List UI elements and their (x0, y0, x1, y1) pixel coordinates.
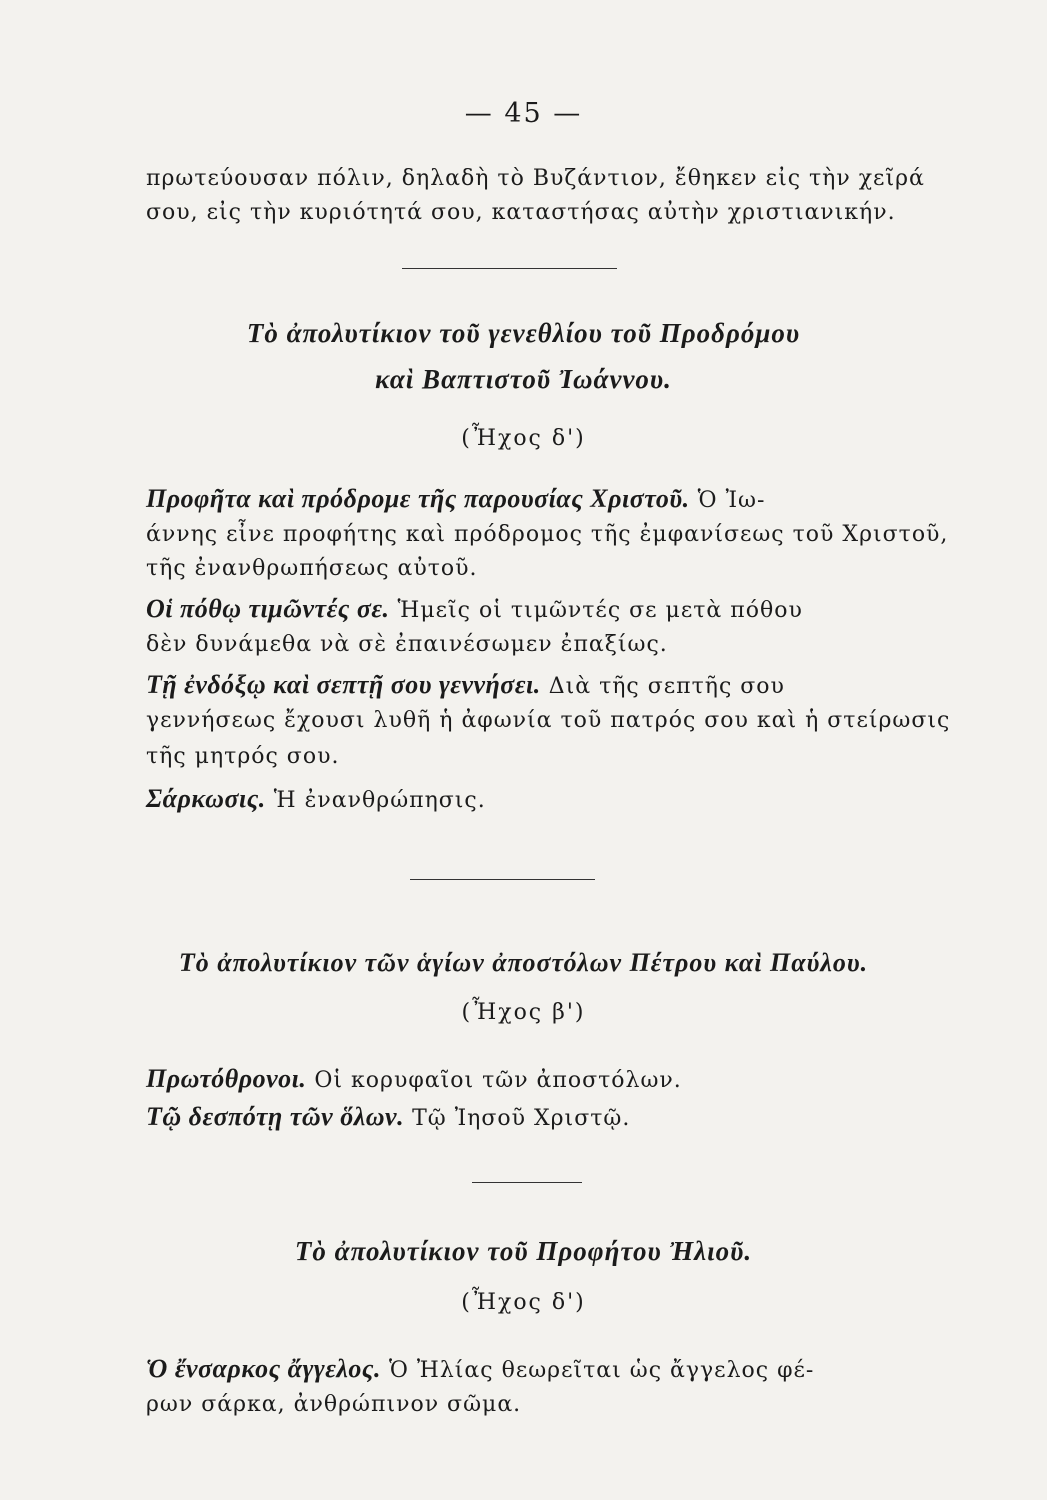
bold-phrase: Τῇ ἐνδόξῳ καὶ σεπτῇ σου γεννήσει. (146, 670, 541, 699)
paragraph-line (146, 1354, 916, 1384)
bold-phrase: Πρωτόθρονοι. (146, 1064, 307, 1093)
bold-phrase: Προφῆτα καὶ πρόδρομε τῆς παρουσίας Χριστοῦ. (146, 484, 690, 513)
bold-phrase: Οἱ πόθῳ τιμῶντές σε. (146, 594, 390, 623)
section-title: Τὸ ἀπολυτίκιον τοῦ γενεθλίου τοῦ Προδρόμου (246, 318, 801, 348)
text-run: Τῷ Ἰησοῦ Χριστῷ. (404, 1106, 631, 1131)
text-run: Οἱ κορυφαῖοι τῶν ἀποστόλων. (306, 1068, 682, 1093)
paragraph-line (146, 670, 916, 700)
section-divider (402, 268, 617, 269)
text-line: δὲν δυνάμεθα νὰ σὲ ἐπαινέσωμεν ἐπαξίως. (146, 632, 668, 657)
bold-phrase: Ὁ ἔνσαρκος ἄγγελος. (146, 1354, 381, 1383)
echos-label: (Ἦχος β') (461, 1000, 586, 1025)
text-line: τῆς ἐνανθρωπήσεως αὐτοῦ. (146, 556, 478, 581)
paragraph-line (146, 484, 916, 514)
paragraph-line (146, 594, 916, 624)
text-run: Ὁ Ἠλίας θεωρεῖται ὡς ἄγγελος φέ- (381, 1358, 815, 1383)
paragraph-line (146, 1102, 916, 1132)
text-line: σου, εἰς τὴν κυριότητά σου, καταστήσας αὐτὴν χριστιανικήν. (146, 200, 896, 225)
text-line: τῆς μητρός σου. (146, 744, 340, 769)
bold-phrase: Τῷ δεσπότῃ τῶν ὅλων. (146, 1102, 405, 1131)
text-line: άννης εἶνε προφήτης καὶ πρόδρομος τῆς ἐμφανίσεως τοῦ Χριστοῦ, (146, 522, 949, 547)
paragraph-line (146, 1064, 916, 1094)
section-divider (410, 879, 595, 880)
page-number: — 45 — (464, 98, 583, 129)
text-run: Ἡ ἐνανθρώπησις. (265, 788, 486, 813)
text-line: πρωτεύουσαν πόλιν, δηλαδὴ τὸ Βυζάντιον, ἔθηκεν εἰς τὴν χεῖρά (146, 166, 925, 191)
section-divider (472, 1182, 582, 1183)
text-line: γεννήσεως ἔχουσι λυθῆ ἡ ἀφωνία τοῦ πατρός σου καὶ ἡ στείρωσις (146, 708, 951, 733)
paragraph-line (146, 784, 916, 814)
section-title: καὶ Βαπτιστοῦ Ἰωάννου. (375, 364, 672, 394)
echos-label: (Ἦχος δ') (461, 1290, 586, 1315)
text-run: Διὰ τῆς σεπτῆς σου (540, 674, 785, 699)
text-run: Ὁ Ἰω- (689, 488, 766, 513)
text-run: Ἡμεῖς οἱ τιμῶντές σε μετὰ πόθου (389, 598, 803, 623)
section-title: Τὸ ἀπολυτίκιον τῶν ἁγίων ἀποστόλων Πέτρου καὶ Παύλου. (178, 948, 869, 977)
text-line: ρων σάρκα, ἀνθρώπινον σῶμα. (146, 1392, 522, 1417)
bold-phrase: Σάρκωσις. (146, 784, 266, 813)
echos-label: (Ἦχος δ') (461, 426, 586, 451)
section-title: Τὸ ἀπολυτίκιον τοῦ Προφήτου Ἠλιοῦ. (294, 1236, 753, 1266)
